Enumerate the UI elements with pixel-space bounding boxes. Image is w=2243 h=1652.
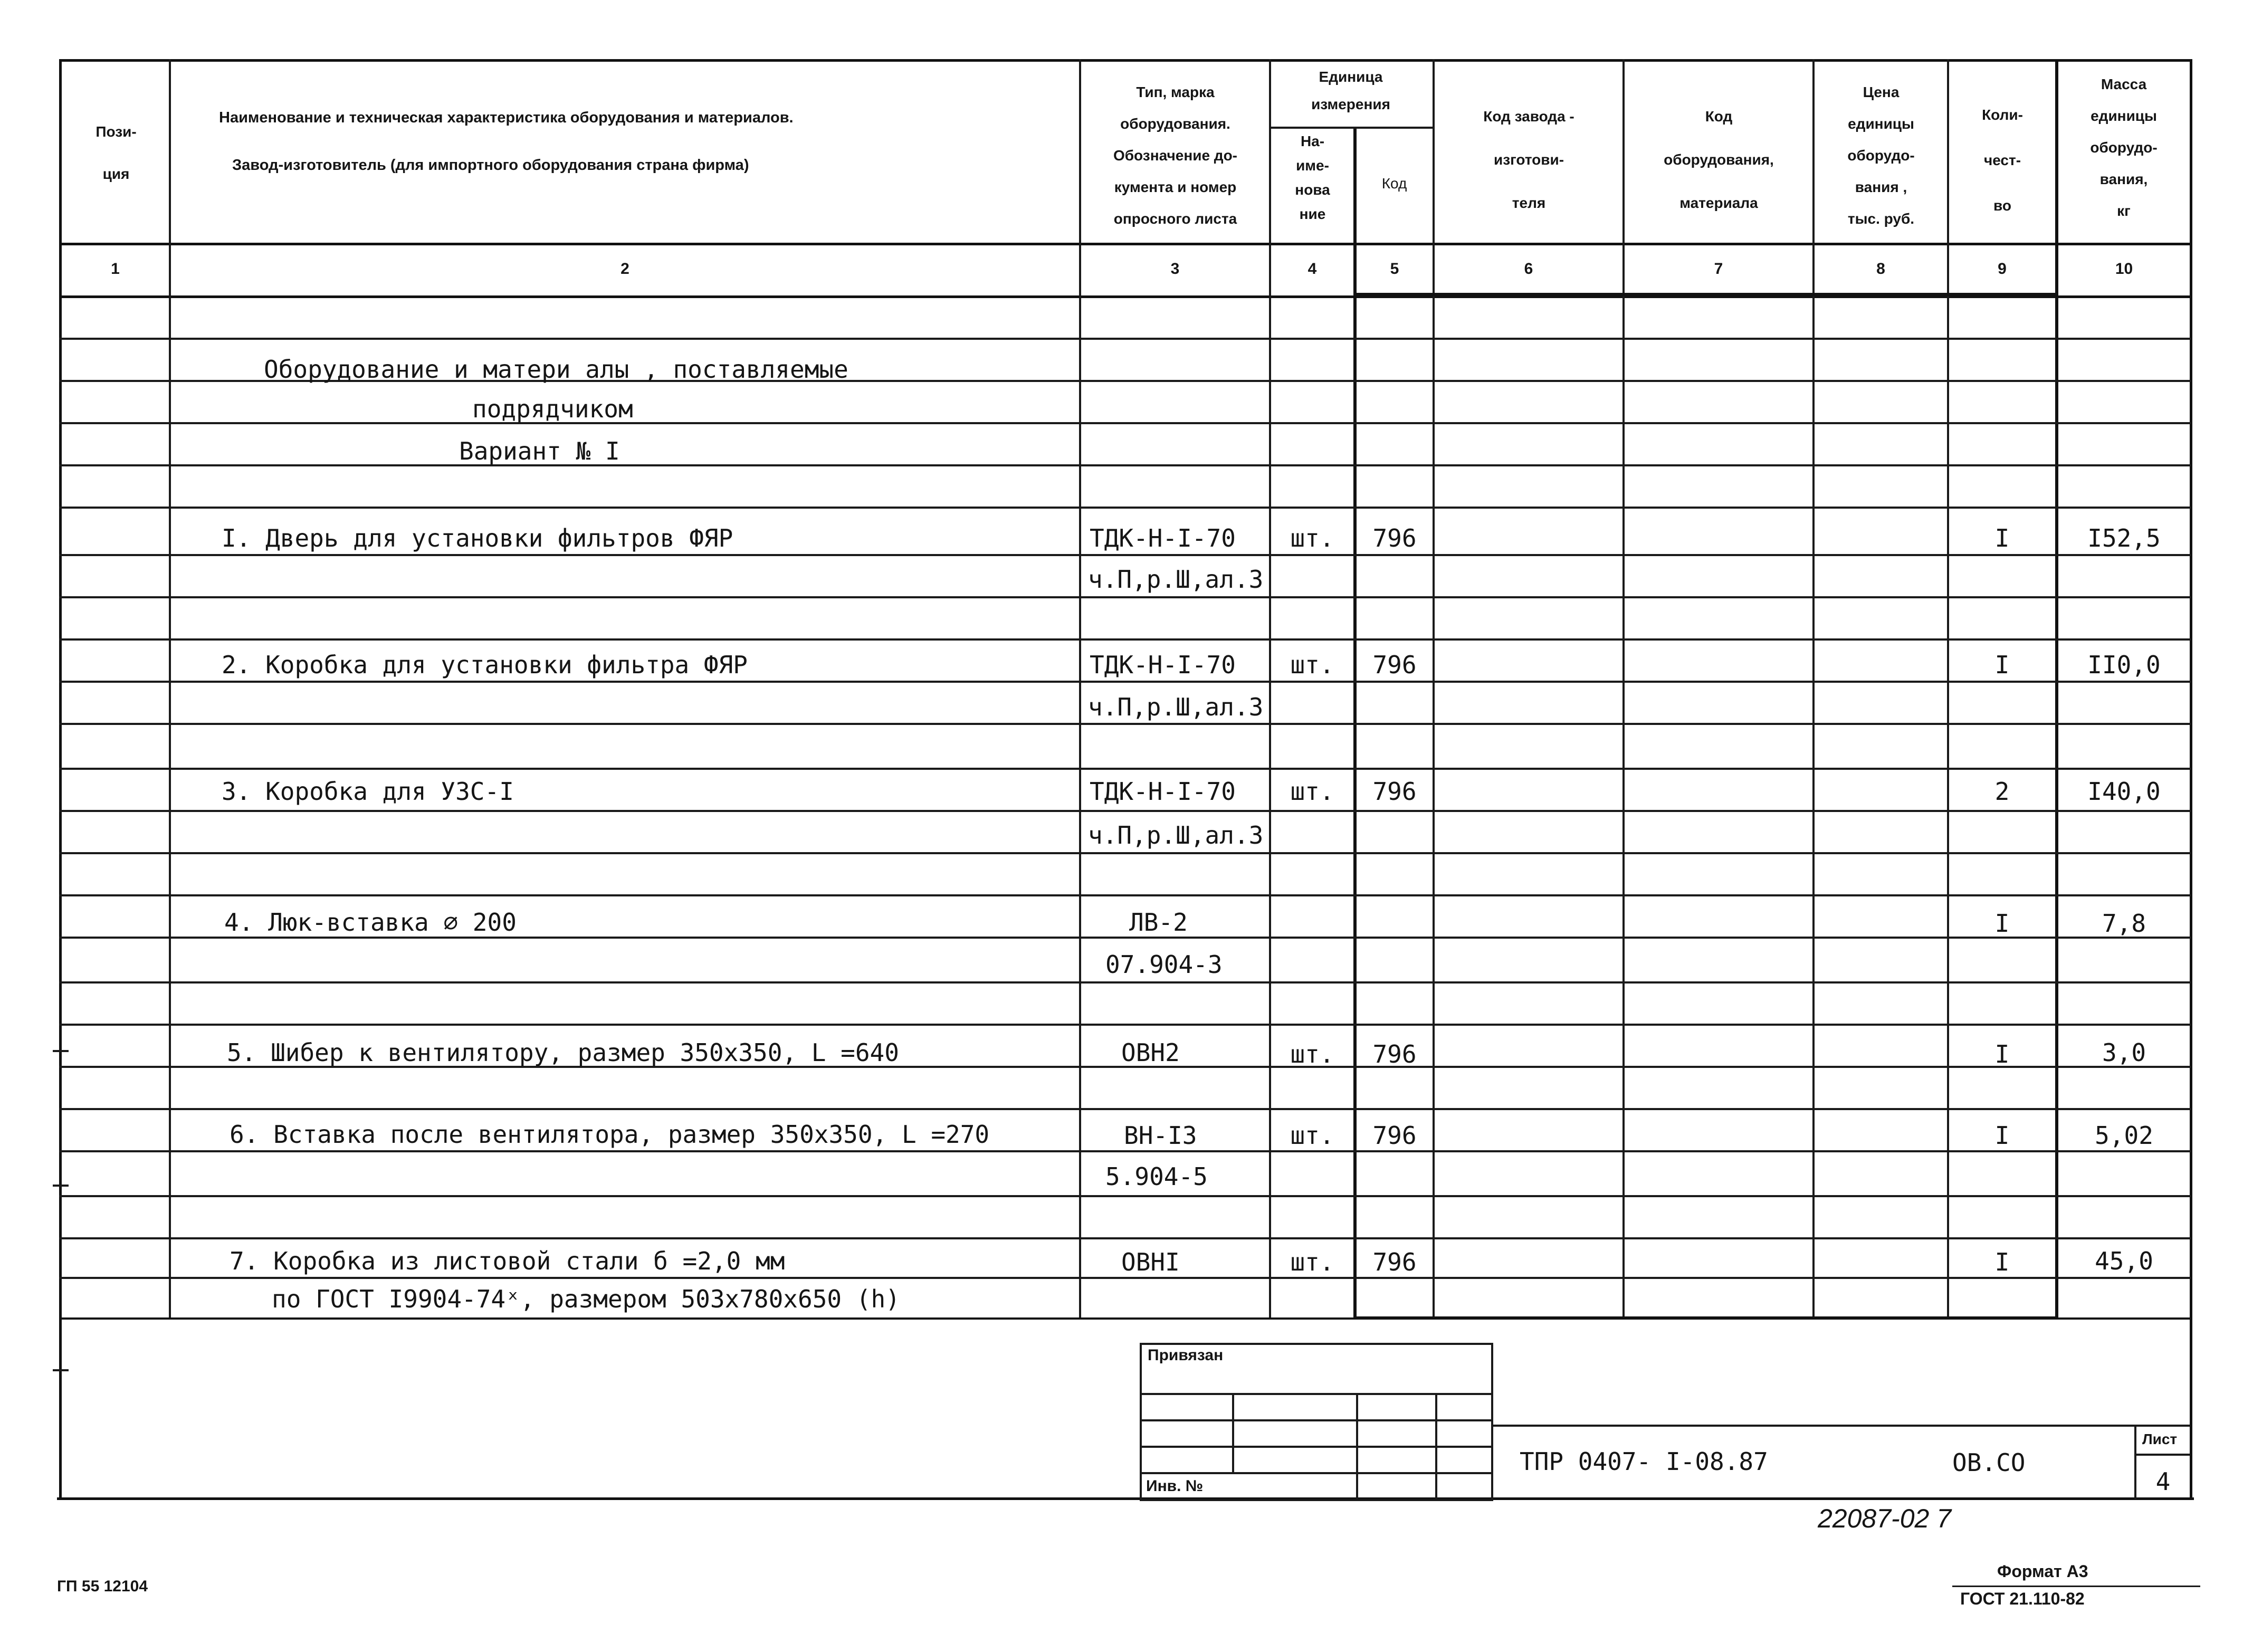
item-2-code: 796 xyxy=(1372,651,1417,679)
header-position: Пози- ция xyxy=(96,123,137,182)
section-title-line3: Вариант № I xyxy=(459,437,620,465)
margin-tick xyxy=(53,1185,69,1187)
item-3-code: 796 xyxy=(1372,777,1417,806)
item-3-qty: 2 xyxy=(1994,777,2010,806)
header-quantity: Коли- чест- во xyxy=(1982,107,2023,214)
col-divider-1 xyxy=(169,59,171,1317)
sheet-number: 4 xyxy=(2155,1467,2171,1496)
colnum-6: 6 xyxy=(1524,260,1533,278)
header-type: Тип, марка оборудования. Обозначение до- кумента и номер опросного листа xyxy=(1113,84,1238,227)
item-6-type: ВН-I3 xyxy=(1124,1121,1197,1150)
item-5-unit: шт. xyxy=(1290,1040,1334,1068)
row-line xyxy=(59,338,2191,340)
item-1-unit: шт. xyxy=(1290,524,1334,552)
item-5-type: ОВН2 xyxy=(1121,1038,1180,1067)
item-2-mass: II0,0 xyxy=(2087,651,2161,679)
item-7-unit: шт. xyxy=(1290,1248,1334,1276)
titleblock-top-line xyxy=(1493,1425,2190,1427)
row-line xyxy=(59,464,2191,466)
item-1-type-doc: ч.П,р.Ш,ал.3 xyxy=(1088,565,1264,594)
item-1-name: I. Дверь для установки фильтров ФЯР xyxy=(222,524,733,552)
stamp-col-line xyxy=(1435,1393,1437,1500)
row-line xyxy=(59,723,2191,725)
header-unit-name: На- име- нова ние xyxy=(1295,133,1330,222)
row-line xyxy=(59,852,2191,854)
item-1-mass: I52,5 xyxy=(2087,524,2161,552)
row-line xyxy=(59,894,2191,896)
header-bottom-line xyxy=(59,243,2191,245)
col-divider-2 xyxy=(1079,59,1081,1317)
item-5-name: 5. Шибер к вентилятору, размер 350x350, L =640 xyxy=(227,1038,899,1067)
item-2-name: 2. Коробка для установки фильтра ФЯР xyxy=(222,651,748,679)
doc-section: ОВ.СО xyxy=(1952,1448,2026,1477)
item-4-name: 4. Люк-вставка ⌀ 200 xyxy=(224,908,517,937)
item-1-qty: I xyxy=(1994,524,2010,552)
colnum-9: 9 xyxy=(1998,260,2007,278)
frame-top-line xyxy=(59,59,2191,62)
item-6-code: 796 xyxy=(1372,1121,1417,1150)
item-5-qty: I xyxy=(1994,1040,2010,1068)
item-7-qty: I xyxy=(1994,1248,2010,1276)
row-line xyxy=(59,596,2191,598)
item-7-code: 796 xyxy=(1372,1248,1417,1276)
item-7-name-cont: по ГОСТ I9904-74ˣ, размером 503x780x650 (h) xyxy=(272,1285,900,1313)
colnum-10: 10 xyxy=(2115,260,2133,278)
colnum-3: 3 xyxy=(1170,260,1180,278)
row-line xyxy=(59,1108,2191,1110)
colnum-1: 1 xyxy=(111,260,120,278)
doc-code: ТПР 0407- I-08.87 xyxy=(1520,1447,1768,1476)
frame-right-line xyxy=(2190,59,2192,1500)
item-4-qty: I xyxy=(1994,909,2010,938)
row-line xyxy=(59,1195,2191,1197)
stamp-row-line xyxy=(1140,1419,1493,1421)
header-price: Цена единицы оборудо- вания , тыс. руб. xyxy=(1847,84,1915,227)
header-name-line1: Наименование и техническая характеристика оборудования и материалов. xyxy=(219,109,794,126)
item-5-code: 796 xyxy=(1372,1040,1417,1068)
item-5-mass: 3,0 xyxy=(2102,1038,2146,1067)
row-line xyxy=(59,981,2191,983)
row-line xyxy=(59,422,2191,424)
item-6-unit: шт. xyxy=(1290,1121,1334,1150)
row-line xyxy=(59,554,2191,556)
colnum-8: 8 xyxy=(1876,260,1885,278)
stamp-inv-label: Инв. № xyxy=(1146,1477,1204,1495)
item-2-type: ТДК-Н-I-70 xyxy=(1090,651,1236,679)
row-line xyxy=(59,681,2191,683)
stamp-row-line xyxy=(1140,1393,1493,1395)
row-line xyxy=(59,507,2191,509)
item-1-code: 796 xyxy=(1372,524,1417,552)
colnum-4: 4 xyxy=(1307,260,1317,278)
item-6-type-doc: 5.904-5 xyxy=(1105,1162,1208,1191)
footer-line xyxy=(1952,1586,2200,1587)
item-2-type-doc: ч.П,р.Ш,ал.3 xyxy=(1088,693,1264,721)
stamp-col-line xyxy=(1356,1393,1358,1500)
colnum-5: 5 xyxy=(1390,260,1399,278)
item-6-mass: 5,02 xyxy=(2095,1121,2153,1150)
item-7-name: 7. Коробка из листовой стали б =2,0 мм xyxy=(230,1247,785,1275)
table-body-bottom xyxy=(59,1317,2191,1320)
row-line xyxy=(59,1024,2191,1026)
section-title-line2: подрядчиком xyxy=(472,395,633,423)
stamp-attached-label: Привязан xyxy=(1148,1347,1224,1364)
header-equipment-code: Код оборудования, материала xyxy=(1664,108,1774,211)
item-7-type: ОВНI xyxy=(1121,1248,1180,1276)
header-mass: Масса единицы оборудо- вания, кг xyxy=(2090,76,2158,219)
boxed-region-top xyxy=(1353,293,2058,296)
item-3-name: 3. Коробка для УЗС-I xyxy=(222,777,514,806)
section-title-line1: Оборудование и матери алы , поставляемые xyxy=(264,355,848,384)
header-name-line2: Завод-изготовитель (для импортного оборудования страна фирма) xyxy=(232,157,749,174)
header-factory-code: Код завода - изготови- теля xyxy=(1483,108,1574,211)
item-2-qty: I xyxy=(1994,651,2010,679)
item-3-unit: шт. xyxy=(1290,777,1334,806)
margin-tick xyxy=(53,1050,69,1052)
row-line xyxy=(59,1237,2191,1239)
item-1-type: ТДК-Н-I-70 xyxy=(1090,524,1236,552)
row-line xyxy=(59,768,2191,770)
unit-group-divider xyxy=(1269,127,1433,129)
item-7-mass: 45,0 xyxy=(2095,1247,2153,1275)
item-2-unit: шт. xyxy=(1290,651,1334,679)
item-4-mass: 7,8 xyxy=(2102,909,2146,938)
footer-gost: ГОСТ 21.110-82 xyxy=(1960,1589,2085,1608)
stamp-row-line xyxy=(1140,1446,1493,1448)
item-6-name: 6. Вставка после вентилятора, размер 350x350, L =270 xyxy=(230,1120,990,1149)
margin-tick xyxy=(53,1369,69,1371)
col-divider-7 xyxy=(1812,59,1815,1317)
footer-format: Формат А3 xyxy=(1997,1562,2088,1581)
colnum-7: 7 xyxy=(1714,260,1723,278)
item-6-qty: I xyxy=(1994,1121,2010,1150)
header-unit-group: Единица измерения xyxy=(1311,69,1390,112)
item-4-type: ЛВ-2 xyxy=(1129,908,1188,937)
stamp-col-line xyxy=(1232,1393,1234,1472)
footer-left-code: ГП 55 12104 xyxy=(57,1578,148,1595)
row-line xyxy=(59,638,2191,641)
stamp-row-line xyxy=(1140,1472,1493,1474)
item-3-type: ТДК-Н-I-70 xyxy=(1090,777,1236,806)
colnum-2: 2 xyxy=(621,260,629,278)
sheet-label: Лист xyxy=(2142,1431,2178,1447)
header-unit-code: Код xyxy=(1381,175,1407,192)
item-3-type-doc: ч.П,р.Ш,ал.3 xyxy=(1088,821,1264,849)
handwritten-number: 22087-02 7 xyxy=(1818,1504,1952,1533)
item-4-type-doc: 07.904-3 xyxy=(1105,950,1223,979)
sheet-box-line xyxy=(2134,1454,2190,1456)
col-divider-6 xyxy=(1622,59,1625,1317)
row-line xyxy=(59,810,2191,812)
item-3-mass: I40,0 xyxy=(2087,777,2161,806)
col-divider-5 xyxy=(1433,59,1435,1317)
frame-bottom-line xyxy=(57,1497,2194,1500)
